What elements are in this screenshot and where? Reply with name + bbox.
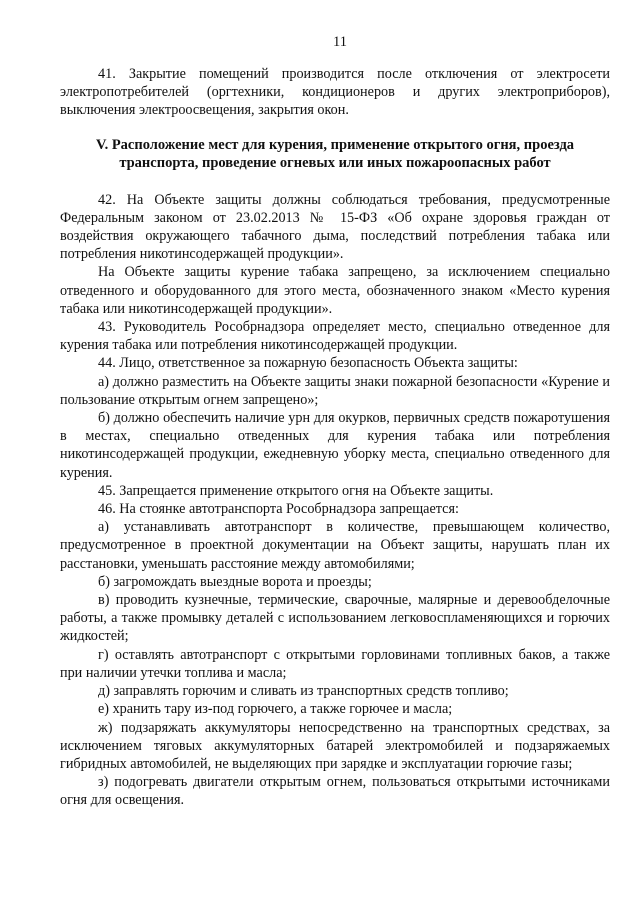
- paragraph-46-v: в) проводить кузнечные, термические, сварочные, малярные и деревообделочные работы, а также промывку деталей с использованием легковоспламеняющихся и горючих жидкостей;: [60, 592, 610, 645]
- paragraph-46-e: е) хранить тару из-под горючего, а также горючее и масла;: [98, 701, 453, 718]
- paragraph-46-a: а) устанавливать автотранспорт в количестве, превышающем количество, предусмотренное в проектной документации на Объект защиты, нарушать план их расстановки, уменьшать расстояние между автомобилями;: [60, 519, 610, 572]
- paragraph-46-zh: ж) подзаряжать аккумуляторы непосредственно на транспортных средствах, за исключением тяговых аккумуляторных батарей электромобилей и подзаряжаемых гибридных автомобилей, не выделяющих при зарядке и эксплуатации горючие газы;: [60, 719, 610, 772]
- paragraph-46-d: д) заправлять горючим и сливать из транспортных средств топливо;: [98, 683, 509, 700]
- paragraph-45: 45. Запрещается применение открытого огня на Объекте защиты.: [98, 482, 494, 499]
- paragraph-43: 43. Руководитель Рособрнадзора определяет место, специально отведенное для курения табака или потребления никотинсодержащей продукции.: [60, 319, 610, 354]
- paragraph-44-b: б) должно обеспечить наличие урн для окурков, первичных средств пожаротушения в местах, специально отведенных для курения табака или потребления никотинсодержащей продукции, ежедневную уборку места, специально отведенного для курения.: [60, 410, 610, 481]
- paragraph-44: 44. Лицо, ответственное за пожарную безопасность Объекта защиты:: [98, 355, 518, 372]
- paragraph-46-b: б) загромождать выездные ворота и проезды;: [98, 573, 372, 590]
- paragraph-42-smoking-rule: На Объекте защиты курение табака запрещено, за исключением специально отведенного и оборудованного для этого места, обозначенного знаком «Место курения табака или никотинсодержащей продукции».: [60, 264, 610, 317]
- paragraph-46-g: г) оставлять автотранспорт с открытыми горловинами топливных баков, а также при наличии утечки топлива и масла;: [60, 646, 610, 681]
- page-number: 11: [333, 34, 347, 50]
- paragraph-41: 41. Закрытие помещений производится после отключения от электросети электропотребителей (оргтехники, кондиционеров и других электроприборов), выключения электроосвещения, закрытия окон.: [60, 66, 610, 119]
- paragraph-46-z: з) подогревать двигатели открытым огнем, пользоваться открытыми источниками огня для освещения.: [60, 774, 610, 809]
- document-body: [60, 65, 610, 810]
- section-heading: V. Расположение мест для курения, применение открытого огня, проезда транспорта, проведение огневых или иных пожароопасных работ: [95, 136, 575, 172]
- paragraph-46: 46. На стоянке автотранспорта Рособрнадзора запрещается:: [98, 501, 459, 518]
- paragraph-42: 42. На Объекте защиты должны соблюдаться требования, предусмотренные Федеральным законом от 23.02.2013 № 15-ФЗ «Об охране здоровья граждан от воздействия окружающего табачного дыма, последствий потребления табака или потребления никотинсодержащей продукции».: [60, 191, 610, 263]
- paragraph-44-a: а) должно разместить на Объекте защиты знаки пожарной безопасности «Курение и пользование открытым огнем запрещено»;: [60, 373, 610, 408]
